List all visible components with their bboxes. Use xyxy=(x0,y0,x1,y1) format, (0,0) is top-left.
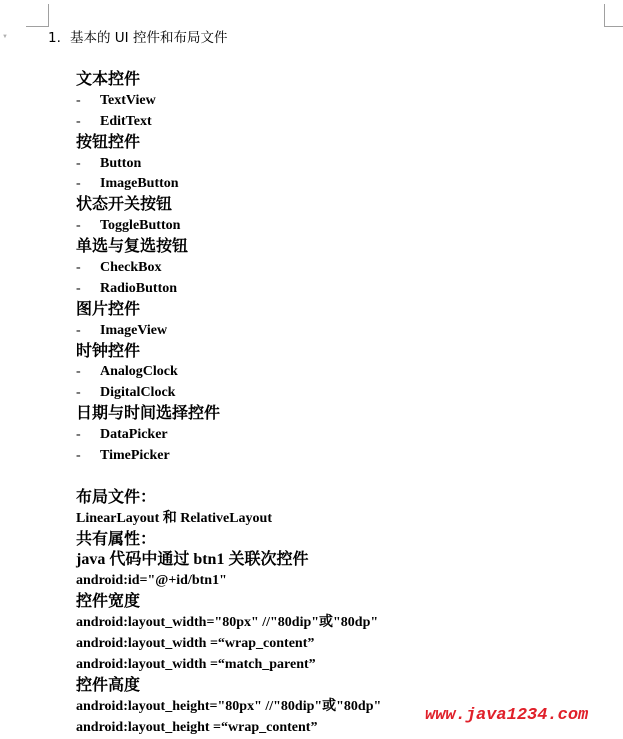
section-heading: 文本控件 xyxy=(76,71,141,88)
list-dash: - xyxy=(76,364,81,380)
numbered-heading xyxy=(48,29,227,47)
list-item-text: TimePicker xyxy=(100,448,170,464)
list-item xyxy=(76,383,623,404)
section-heading: java 代码中通过 btn1 关联次控件 xyxy=(76,551,309,569)
section-heading: 时钟控件 xyxy=(76,342,141,360)
list-item xyxy=(76,362,623,383)
list-dash: - xyxy=(76,113,81,129)
paragraph-marker-icon: ▼ xyxy=(2,34,8,40)
section-heading: 单选与复选按钮 xyxy=(76,238,189,256)
list-item-text: Button xyxy=(100,155,142,171)
list-item xyxy=(76,154,623,175)
list-item-text: DataPicker xyxy=(100,427,168,443)
list-item xyxy=(76,279,623,300)
code-line: android:layout_height="80px" //"80dip"或"80dp" xyxy=(76,698,382,714)
list-dash: - xyxy=(76,92,81,108)
list-dash: - xyxy=(76,155,81,171)
code-line: android:layout_width="80px" //"80dip"或"80dp" xyxy=(76,615,379,631)
watermark: www.java1234.com xyxy=(425,706,589,725)
list-item xyxy=(76,321,623,342)
list-dash: - xyxy=(76,427,81,443)
list-item xyxy=(76,112,623,133)
list-item-text: TextView xyxy=(100,92,156,108)
list-dash: - xyxy=(76,280,81,296)
blank-line xyxy=(76,467,623,488)
list-dash: - xyxy=(76,260,81,276)
list-item xyxy=(76,216,623,237)
heading-number: 1. xyxy=(48,30,61,46)
section-heading: 状态开关按钮 xyxy=(76,196,173,214)
list-item-text: ImageButton xyxy=(100,176,179,192)
section-heading: 按钮控件 xyxy=(76,133,141,151)
list-dash: - xyxy=(76,218,81,234)
code-line: android:layout_width =“match_parent” xyxy=(76,656,316,672)
list-item-text: ToggleButton xyxy=(100,218,181,234)
list-item-text: EditText xyxy=(100,113,152,129)
list-item xyxy=(76,258,623,279)
list-item xyxy=(76,425,623,446)
list-item-text: RadioButton xyxy=(100,280,178,296)
list-item xyxy=(76,91,623,112)
list-dash: - xyxy=(76,448,81,464)
list-item xyxy=(76,446,623,467)
section-heading: 共有属性： xyxy=(76,530,157,548)
document-body xyxy=(76,70,623,739)
list-dash: - xyxy=(76,385,81,401)
list-dash: - xyxy=(76,322,81,338)
code-line: android:layout_width =“wrap_content” xyxy=(76,636,315,652)
page-corner-top-left xyxy=(26,4,49,27)
list-dash: - xyxy=(76,176,81,192)
list-item-text: ImageView xyxy=(100,322,168,338)
section-heading: 控件高度 xyxy=(76,676,141,694)
code-line: android:layout_height =“wrap_content” xyxy=(76,719,318,735)
list-item-text: AnalogClock xyxy=(100,364,178,380)
section-heading: 布局文件： xyxy=(76,488,157,506)
page-corner-top-right xyxy=(604,4,623,27)
list-item-text: CheckBox xyxy=(100,260,162,276)
heading-text: 基本的 UI 控件和布局文件 xyxy=(70,30,228,46)
list-item xyxy=(76,174,623,195)
section-heading: 日期与时间选择控件 xyxy=(76,405,221,423)
section-heading: 控件宽度 xyxy=(76,593,141,611)
section-heading: 图片控件 xyxy=(76,300,141,318)
list-item-text: DigitalClock xyxy=(100,385,176,401)
code-line: LinearLayout 和 RelativeLayout xyxy=(76,510,272,526)
code-line: android:id="@+id/btn1" xyxy=(76,573,227,589)
